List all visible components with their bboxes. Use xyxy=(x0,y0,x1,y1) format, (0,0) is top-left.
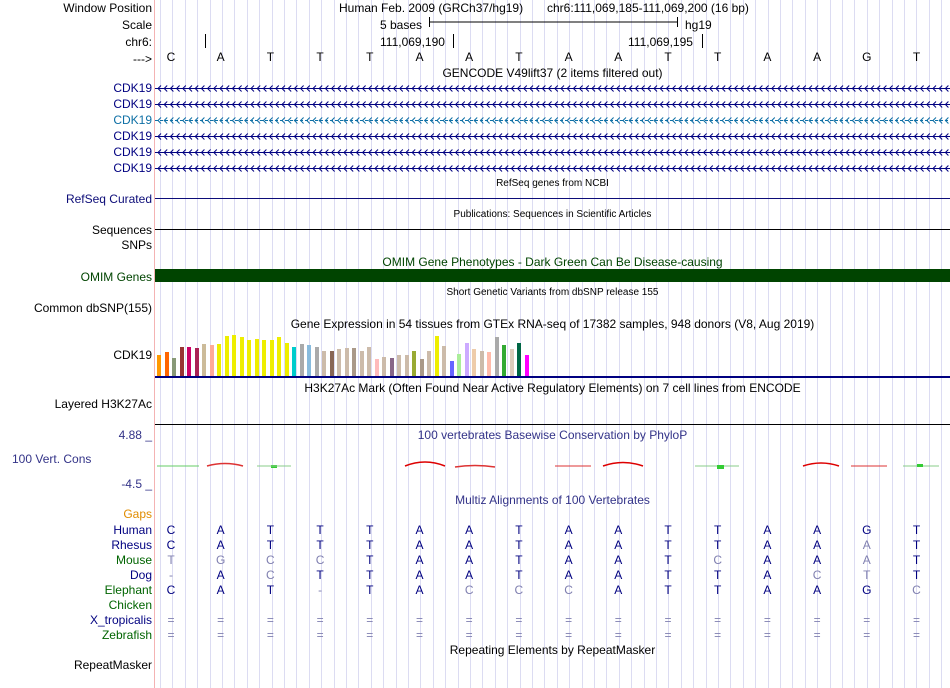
sequences-track-label[interactable]: Sequences xyxy=(91,223,152,237)
aligned-base: = xyxy=(366,628,374,642)
publications-track-title[interactable]: Publications: Sequences in Scientific Articles xyxy=(453,209,652,220)
aligned-base: = xyxy=(664,613,672,627)
aligned-base: T xyxy=(912,553,921,567)
sequence-base: T xyxy=(266,50,275,64)
aligned-base: C xyxy=(713,553,723,567)
aligned-base: T xyxy=(912,523,921,537)
strand-label: ---> xyxy=(133,52,152,66)
aligned-base: T xyxy=(664,583,672,597)
gtex-tissue-bar[interactable] xyxy=(202,344,206,376)
aligned-base: A xyxy=(465,553,474,567)
aligned-base: C xyxy=(166,523,176,537)
aligned-base: G xyxy=(216,553,226,567)
aligned-base: = xyxy=(167,628,175,642)
aligned-base: T xyxy=(316,538,324,552)
aligned-base: T xyxy=(664,568,672,582)
gtex-tissue-bar[interactable] xyxy=(472,349,476,376)
gtex-tissue-bar[interactable] xyxy=(502,345,506,376)
gencode-item-label[interactable]: CDK19 xyxy=(113,129,152,143)
aligned-base: C xyxy=(166,583,176,597)
aligned-base: = xyxy=(912,613,920,627)
aligned-base: = xyxy=(515,628,523,642)
gtex-tissue-bar[interactable] xyxy=(427,351,431,376)
gtex-tissue-bar[interactable] xyxy=(442,346,446,376)
sequence-base: A xyxy=(763,50,772,64)
repeatmasker-track-label[interactable]: RepeatMasker xyxy=(73,658,152,672)
gtex-tissue-bar[interactable] xyxy=(157,355,161,376)
window-position-value: chr6:111,069,185-111,069,200 (16 bp) xyxy=(547,1,749,15)
aligned-base: A xyxy=(415,568,424,582)
sequence-base: T xyxy=(515,50,523,64)
gtex-tissue-bar[interactable] xyxy=(382,357,386,376)
aligned-base: = xyxy=(863,613,871,627)
cons-min-label: -4.5 _ xyxy=(121,477,152,491)
aligned-base: = xyxy=(217,613,225,627)
gtex-track-title[interactable]: Gene Expression in 54 tissues from GTEx RNA-seq of 17382 samples, 948 donors (V8, Aug 2019) xyxy=(290,317,815,331)
gtex-tissue-bar[interactable] xyxy=(240,337,244,376)
gtex-tissue-bar[interactable] xyxy=(420,359,424,376)
aligned-base: A xyxy=(763,568,772,582)
aligned-base: A xyxy=(216,523,225,537)
gtex-tissue-bar[interactable] xyxy=(465,343,469,376)
aligned-base: G xyxy=(862,583,872,597)
aligned-base: T xyxy=(714,568,722,582)
aligned-base: = xyxy=(316,613,324,627)
aligned-base: A xyxy=(564,538,573,552)
aligned-base: A xyxy=(862,553,871,567)
aligned-base: A xyxy=(813,538,822,552)
omim-track-title[interactable]: OMIM Gene Phenotypes - Dark Green Can Be Disease-causing xyxy=(382,255,723,269)
aligned-base: = xyxy=(465,628,473,642)
dbsnp-track-title[interactable]: Short Genetic Variants from dbSNP release 155 xyxy=(446,287,659,298)
gtex-tissue-bar[interactable] xyxy=(360,351,364,376)
sequence-base: A xyxy=(465,50,474,64)
gtex-tissue-bar[interactable] xyxy=(315,347,319,376)
scale-label: Scale xyxy=(121,18,152,32)
aligned-base: T xyxy=(366,568,374,582)
aligned-base: = xyxy=(415,613,423,627)
window-position-label: Window Position xyxy=(63,1,152,15)
aligned-base: C xyxy=(464,583,474,597)
aligned-base: A xyxy=(614,538,623,552)
aligned-base: A xyxy=(564,568,573,582)
gtex-tissue-bar[interactable] xyxy=(195,348,199,376)
aligned-base: = xyxy=(565,613,573,627)
aligned-base: C xyxy=(812,568,822,582)
aligned-base: C xyxy=(315,553,325,567)
omim-gene-bar[interactable] xyxy=(155,269,950,282)
gtex-track-label[interactable]: CDK19 xyxy=(113,348,152,362)
gtex-tissue-bar[interactable] xyxy=(255,339,259,376)
gtex-tissue-bar[interactable] xyxy=(435,336,439,376)
gtex-tissue-bar[interactable] xyxy=(307,345,311,376)
sequence-base: T xyxy=(366,50,374,64)
aligned-base: = xyxy=(714,628,722,642)
gtex-tissue-bar[interactable] xyxy=(247,340,251,376)
gencode-item-label[interactable]: CDK19 xyxy=(113,145,152,159)
scale-text: 5 bases xyxy=(380,18,423,32)
species-label: Mouse xyxy=(115,553,152,567)
aligned-base: A xyxy=(564,553,573,567)
sequence-base: A xyxy=(813,50,822,64)
aligned-base: = xyxy=(614,628,622,642)
aligned-base: A xyxy=(614,568,623,582)
h3k27ac-baseline xyxy=(155,424,950,425)
gtex-tissue-bar[interactable] xyxy=(322,351,326,376)
gtex-tissue-bar[interactable] xyxy=(495,337,499,376)
gtex-tissue-bar[interactable] xyxy=(367,347,371,376)
gtex-tissue-bar[interactable] xyxy=(277,337,281,376)
db-label: hg19 xyxy=(685,18,712,32)
gtex-tissue-bar[interactable] xyxy=(412,351,416,376)
aligned-base: A xyxy=(415,553,424,567)
cons-max-label: 4.88 _ xyxy=(118,428,152,442)
aligned-base: A xyxy=(614,523,623,537)
aligned-base: = xyxy=(912,628,920,642)
aligned-base: = xyxy=(366,613,374,627)
aligned-base: T xyxy=(515,523,523,537)
aligned-base: T xyxy=(316,568,324,582)
aligned-base: = xyxy=(863,628,871,642)
species-label: Elephant xyxy=(104,583,152,597)
browser-track-area[interactable] xyxy=(155,0,950,688)
cons-track-title[interactable]: 100 vertebrates Basewise Conservation by PhyloP xyxy=(417,428,688,442)
publications-line[interactable] xyxy=(155,229,950,230)
sequence-base: A xyxy=(614,50,623,64)
h3k27ac-track-title[interactable]: H3K27Ac Mark (Often Found Near Active Regulatory Elements) on 7 cell lines from ENCODE xyxy=(304,381,801,395)
aligned-base: A xyxy=(614,553,623,567)
aligned-base: T xyxy=(167,553,175,567)
gene-model-line[interactable] xyxy=(155,132,950,141)
h3k27ac-track-label[interactable]: Layered H3K27Ac xyxy=(54,397,152,411)
gene-model-line[interactable] xyxy=(155,148,950,157)
aligned-base: T xyxy=(664,523,672,537)
aligned-base: = xyxy=(415,628,423,642)
gtex-tissue-bar[interactable] xyxy=(285,343,289,376)
gtex-tissue-bar[interactable] xyxy=(270,340,274,376)
sequence-base: A xyxy=(415,50,424,64)
aligned-base: C xyxy=(166,538,176,552)
coordinate-tick-2: 111,069,195 xyxy=(628,35,693,49)
species-label: Rhesus xyxy=(111,538,152,552)
species-label: X_tropicalis xyxy=(89,613,152,627)
refseq-track-title[interactable]: RefSeq genes from NCBI xyxy=(496,178,609,189)
aligned-base: A xyxy=(614,583,623,597)
aligned-base: T xyxy=(714,538,722,552)
gtex-tissue-bar[interactable] xyxy=(457,354,461,376)
aligned-base: A xyxy=(813,583,822,597)
aligned-base: A xyxy=(465,568,474,582)
refseq-track-label[interactable]: RefSeq Curated xyxy=(65,192,152,206)
aligned-base: A xyxy=(763,523,772,537)
aligned-base: A xyxy=(415,583,424,597)
aligned-base: T xyxy=(316,523,324,537)
gtex-tissue-bar[interactable] xyxy=(487,352,491,376)
aligned-base: = xyxy=(763,613,771,627)
gtex-tissue-bar[interactable] xyxy=(217,344,221,376)
cons-signal[interactable] xyxy=(155,455,950,475)
gene-model-line[interactable] xyxy=(155,84,950,93)
sequence-base: T xyxy=(664,50,672,64)
aligned-base: A xyxy=(415,538,424,552)
aligned-base: = xyxy=(763,628,771,642)
aligned-base: C xyxy=(266,568,275,582)
gtex-tissue-bar[interactable] xyxy=(405,355,409,376)
aligned-base: = xyxy=(465,613,473,627)
track-label-column xyxy=(0,0,154,688)
aligned-base: C xyxy=(514,583,524,597)
gtex-expression-bars[interactable] xyxy=(157,330,537,376)
aligned-base: T xyxy=(912,538,921,552)
aligned-base: T xyxy=(266,538,275,552)
aligned-base: A xyxy=(862,538,871,552)
aligned-base: T xyxy=(714,523,722,537)
gtex-tissue-bar[interactable] xyxy=(180,347,184,376)
sequence-base: A xyxy=(564,50,573,64)
aligned-base: T xyxy=(266,523,275,537)
aligned-base: T xyxy=(863,568,871,582)
aligned-base: A xyxy=(216,568,225,582)
assembly-title: Human Feb. 2009 (GRCh37/hg19) xyxy=(339,1,524,15)
gencode-item-label[interactable]: CDK19 xyxy=(113,97,152,111)
aligned-base: = xyxy=(167,613,175,627)
aligned-base: = xyxy=(813,628,821,642)
gene-model-line[interactable] xyxy=(155,164,950,173)
gaps-label: Gaps xyxy=(123,507,152,521)
aligned-base: T xyxy=(366,553,374,567)
gtex-tissue-bar[interactable] xyxy=(292,347,296,376)
gtex-tissue-bar[interactable] xyxy=(450,361,454,376)
aligned-base: = xyxy=(664,628,672,642)
aligned-base: = xyxy=(316,628,324,642)
aligned-base: - xyxy=(318,583,323,597)
gene-model-line[interactable] xyxy=(155,100,950,109)
aligned-base: = xyxy=(565,628,573,642)
aligned-base: T xyxy=(664,553,672,567)
aligned-base: A xyxy=(763,553,772,567)
aligned-base: G xyxy=(862,523,872,537)
gtex-tissue-bar[interactable] xyxy=(517,343,521,376)
aligned-base: A xyxy=(415,523,424,537)
aligned-base: T xyxy=(664,538,672,552)
aligned-base: C xyxy=(912,583,921,597)
species-label: Dog xyxy=(129,568,152,582)
gtex-tissue-bar[interactable] xyxy=(390,358,394,376)
scale-ruler xyxy=(155,16,950,52)
aligned-base: = xyxy=(614,613,622,627)
aligned-base: T xyxy=(515,538,523,552)
aligned-base: C xyxy=(564,583,573,597)
aligned-base: = xyxy=(266,628,274,642)
aligned-base: T xyxy=(366,583,374,597)
aligned-base: T xyxy=(714,583,722,597)
aligned-base: A xyxy=(813,553,822,567)
aligned-base: - xyxy=(169,568,173,582)
cons-track-label[interactable]: 100 Vert. Cons xyxy=(12,452,92,466)
aligned-base: A xyxy=(763,538,772,552)
gtex-tissue-bar[interactable] xyxy=(330,351,334,376)
aligned-base: A xyxy=(216,583,225,597)
species-label: Human xyxy=(113,523,152,537)
gtex-tissue-bar[interactable] xyxy=(352,348,356,376)
gtex-tissue-bar[interactable] xyxy=(232,335,236,376)
gtex-tissue-bar[interactable] xyxy=(210,345,214,376)
aligned-base: A xyxy=(813,523,822,537)
gtex-tissue-bar[interactable] xyxy=(345,348,349,376)
repeatmasker-track-title[interactable]: Repeating Elements by RepeatMasker xyxy=(449,643,656,657)
sequence-base: C xyxy=(166,50,176,64)
omim-track-label[interactable]: OMIM Genes xyxy=(80,270,152,284)
multiz-track-title[interactable]: Multiz Alignments of 100 Vertebrates xyxy=(455,493,650,507)
sequence-base: T xyxy=(316,50,324,64)
aligned-base: = xyxy=(266,613,274,627)
aligned-base: A xyxy=(465,523,474,537)
gencode-item-label[interactable]: CDK19 xyxy=(113,113,152,127)
gtex-tissue-bar[interactable] xyxy=(187,347,191,376)
aligned-base: A xyxy=(564,523,573,537)
gtex-tissue-bar[interactable] xyxy=(225,336,229,376)
gtex-tissue-bar[interactable] xyxy=(525,355,529,376)
chromosome-label: chr6: xyxy=(125,35,152,49)
aligned-base: = xyxy=(515,613,523,627)
dbsnp-track-label[interactable]: Common dbSNP(155) xyxy=(33,301,152,315)
gencode-track-title[interactable]: GENCODE V49lift37 (2 items filtered out) xyxy=(442,66,663,80)
gtex-tissue-bar[interactable] xyxy=(375,359,379,376)
gtex-tissue-bar[interactable] xyxy=(300,344,304,376)
gtex-tissue-bar[interactable] xyxy=(480,351,484,376)
gencode-item-label[interactable]: CDK19 xyxy=(113,161,152,175)
sequence-base: T xyxy=(714,50,722,64)
species-label: Zebrafish xyxy=(101,628,152,642)
species-label: Chicken xyxy=(108,598,152,612)
aligned-base: A xyxy=(763,583,772,597)
aligned-base: T xyxy=(515,568,523,582)
refseq-gene-line[interactable] xyxy=(155,198,950,199)
coordinate-tick-1: 111,069,190 xyxy=(380,35,445,49)
aligned-base: = xyxy=(217,628,225,642)
snps-track-label[interactable]: SNPs xyxy=(121,238,152,252)
gtex-tissue-bar[interactable] xyxy=(397,355,401,376)
aligned-base: A xyxy=(216,538,225,552)
aligned-base: T xyxy=(266,583,275,597)
gtex-tissue-bar[interactable] xyxy=(165,352,169,376)
aligned-base: T xyxy=(515,553,523,567)
gtex-tissue-bar[interactable] xyxy=(337,349,341,376)
gene-model-line[interactable] xyxy=(155,116,950,125)
aligned-base: = xyxy=(714,613,722,627)
gencode-item-label[interactable]: CDK19 xyxy=(113,81,152,95)
aligned-base: C xyxy=(266,553,275,567)
aligned-base: A xyxy=(465,538,474,552)
aligned-base: = xyxy=(813,613,821,627)
gtex-baseline xyxy=(155,376,950,378)
sequence-base: A xyxy=(216,50,225,64)
aligned-base: T xyxy=(366,538,374,552)
sequence-base: G xyxy=(862,50,872,64)
gtex-tissue-bar[interactable] xyxy=(510,349,514,376)
gtex-tissue-bar[interactable] xyxy=(172,358,176,376)
aligned-base: T xyxy=(366,523,374,537)
gtex-tissue-bar[interactable] xyxy=(262,340,266,376)
aligned-base: T xyxy=(912,568,921,582)
sequence-base: T xyxy=(912,50,921,64)
